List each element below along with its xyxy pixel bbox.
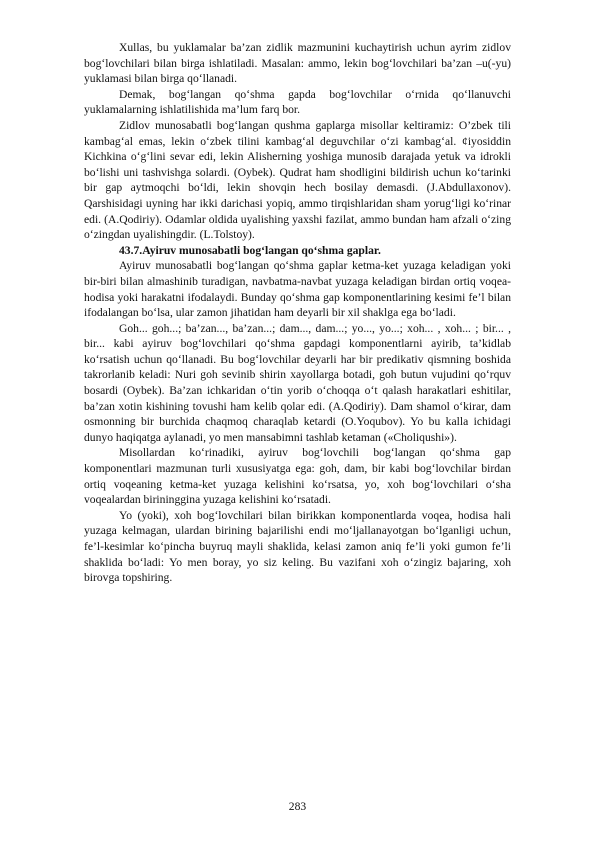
- page-body: [84, 40, 511, 586]
- section-heading: 43.7.Ayiruv munosabatli bog‘langan qo‘shma gaplar.: [119, 243, 381, 257]
- paragraph-1: Xullas, bu yuklamalar ba’zan zidlik mazmunini kuchaytirish uchun ayrim zidlov bog‘lovchilari bilan birga ishlatiladi. Masalan: ammo, lekin bog‘lovchilari ba’zan –u(-yu) yuklamasi bilan birga qo‘llanadi.: [84, 41, 511, 86]
- paragraph-2: Demak, bog‘langan qo‘shma gapda bog‘lovchilar o‘rnida qo‘llanuvchi yuklamalarning ishlatilishida ma’lum farq bor.: [84, 87, 511, 117]
- page-number: 283: [288, 800, 307, 813]
- paragraph-5: Goh... goh...; ba’zan..., ba’zan...; dam..., dam...; yo..., yo...; xoh... , xoh... ; bir... , bir... kabi ayiruv bog‘lovchilari qo‘shma gapdagi komponentlarni ayirib, ta’kidlab ko‘rsatish uchun qo‘llanadi. Bu bog‘lovchilar deyarli har bir predikativ qismning boshida takrorlanib keladi: Nuri goh sevinib shirin xayollarga botadi, goh butun vujudini qo‘rquv bosardi (Oybek). Ba’zan ichkaridan o‘tin yorib o‘choqqa o‘t qalash harakatlari eshitilar, ba’zan xotin kishining tovushi ham kelib qolar edi. (A.Qodiriy). Dam shamol o‘kirar, dam osmonning bir burchida chaqmoq charaqlab ketardi (O.Yoqubov). Yo bu kalla ichidagi dunyo haqiqatga aylanadi, yo men mansabimni tashlab ketaman («Choliqushi»).: [84, 321, 511, 444]
- paragraph-7: Yo (yoki), xoh bog‘lovchilari bilan birikkan komponentlarda voqea, hodisa hali yuzaga kelmagan, ulardan birining bajarilishi endi mo‘ljallanayotgan bo‘lganligi uchun, fe’l-kesimlar ko‘pincha buyruq mayli shaklida, kelasi zamon aniq fe’li yoki gumon fe’li shaklida bo‘ladi: Yo men boray, yo siz keling. Bu vazifani xoh o‘zingiz bajaring, xoh birovga topshiring.: [84, 508, 511, 585]
- paragraph-6: Misollardan ko‘rinadiki, ayiruv bog‘lovchili bog‘langan qo‘shma gap komponentlari mazmunan turli xususiyatga ega: goh, dam, bir kabi bog‘lovchilar birdan ortiq voqeaning ketma-ket yuzaga kelishini ko‘rsatsa, yo, xoh bog‘lovchilari o‘sha voqealardan birininggina yuzaga kelishini ko‘rsatadi.: [84, 446, 511, 507]
- paragraph-4: Ayiruv munosabatli bog‘langan qo‘shma gaplar ketma-ket yuzaga keladigan yoki bir-biri bilan almashinib turadigan, navbatma-navbat yuzaga keladigan birdan ortiq voqea-hodisa yoki harakatni ifodalaydi. Bunday qo‘shma gap komponentlarining kesimi fe’l bilan ifodalangan bo‘lsa, ular zamon jihatidan ham deyarli bir xil shaklga ega bo‘ladi.: [84, 259, 511, 320]
- paragraph-3: Zidlov munosabatli bog‘langan qushma gaplarga misollar keltiramiz: O’zbek tili kambag‘al emas, lekin o‘zbek tilini kambag‘al deguvchilar o‘zi kambag‘al. ¢iyosiddin Kichkina o‘g‘lini sevar edi, lekin Alisherning yoshiga munosib darajada yetuk va idrokli bo‘lishi uni tashvishga solardi. (Oybek). Qudrat ham shodligini bildirish uchun ko‘tarinki bir gap aytmoqchi bo‘ldi, lekin shovqin hech bosilay demasdi. (J.Abdullaxonov). Qarshisidagi uyning har ikki darichasi yopiq, ammo tirqishlaridan sham yorug‘ligi ko‘rinar edi. (A.Qodiriy). Odamlar oldida uyalishing yaxshi fazilat, ammo bundan ham afzali o‘zing o‘zingdan uyalishingdir. (L.Tolstoy).: [84, 118, 511, 242]
